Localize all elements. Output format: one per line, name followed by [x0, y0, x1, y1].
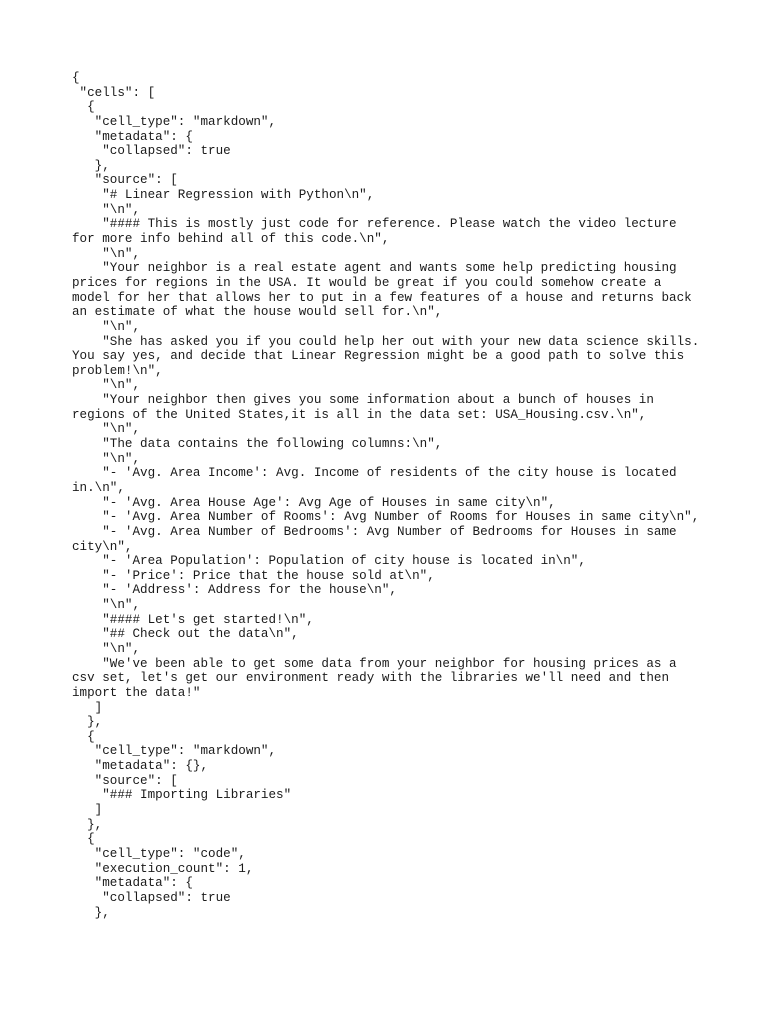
document-line: ]	[72, 803, 103, 818]
document-line: an estimate of what the house would sell for.\n",	[72, 305, 443, 320]
document-line: "\n",	[72, 246, 141, 261]
document-line: "- 'Avg. Area Income': Avg. Income of residents of the city house is located	[72, 466, 677, 481]
document-line: "- 'Price': Price that the house sold at\n",	[72, 568, 435, 583]
document-line: "#### Let's get started!\n",	[72, 612, 314, 627]
notebook-json-document	[72, 71, 702, 920]
document-line: "## Check out the data\n",	[72, 627, 299, 642]
document-line: {	[72, 729, 95, 744]
document-line: You say yes, and decide that Linear Regression might be a good path to solve this	[72, 349, 685, 364]
document-line: {	[72, 832, 95, 847]
document-line: "We've been able to get some data from your neighbor for housing prices as a	[72, 656, 677, 671]
document-line: },	[72, 715, 103, 730]
document-line: "source": [	[72, 173, 178, 188]
document-line: "### Importing Libraries"	[72, 788, 292, 803]
document-line: },	[72, 817, 103, 832]
document-line: "\n",	[72, 202, 141, 217]
document-line: "cell_type": "markdown",	[72, 114, 277, 129]
document-line: "The data contains the following columns:\n",	[72, 437, 443, 452]
document-line: "She has asked you if you could help her out with your new data science skills.	[72, 334, 700, 349]
document-line: "metadata": {	[72, 129, 193, 144]
document-line: "execution_count": 1,	[72, 861, 254, 876]
document-line: "#### This is mostly just code for reference. Please watch the video lecture	[72, 217, 677, 232]
document-line: in.\n",	[72, 480, 125, 495]
document-line: "- 'Address': Address for the house\n",	[72, 583, 397, 598]
document-line: {	[72, 100, 95, 115]
document-line: "# Linear Regression with Python\n",	[72, 188, 375, 203]
document-line: csv set, let's get our environment ready with the libraries we'll need and then	[72, 671, 670, 686]
document-line: "source": [	[72, 773, 178, 788]
document-line: "cell_type": "markdown",	[72, 744, 277, 759]
document-line: prices for regions in the USA. It would be great if you could somehow create a	[72, 275, 662, 290]
document-line: "\n",	[72, 378, 141, 393]
document-line: {	[72, 71, 80, 85]
document-line: "metadata": {	[72, 876, 193, 891]
document-line: "- 'Avg. Area Number of Rooms': Avg Number of Rooms for Houses in same city\n",	[72, 510, 700, 525]
document-line: },	[72, 905, 110, 920]
document-line: ]	[72, 700, 103, 715]
document-line: "\n",	[72, 319, 141, 334]
document-line: "\n",	[72, 641, 141, 656]
document-line: },	[72, 158, 110, 173]
document-line: "Your neighbor is a real estate agent and wants some help predicting housing	[72, 261, 677, 276]
document-line: "collapsed": true	[72, 890, 231, 905]
document-line: city\n",	[72, 539, 133, 554]
document-line: "- 'Avg. Area House Age': Avg Age of Houses in same city\n",	[72, 495, 556, 510]
document-line: problem!\n",	[72, 363, 163, 378]
document-line: "cell_type": "code",	[72, 846, 246, 861]
document-line: "cells": [	[72, 85, 156, 100]
document-line: "\n",	[72, 598, 141, 613]
document-line: "\n",	[72, 451, 141, 466]
document-line: "- 'Avg. Area Number of Bedrooms': Avg Number of Bedrooms for Houses in same	[72, 524, 677, 539]
document-line: "collapsed": true	[72, 144, 231, 159]
document-line: "metadata": {},	[72, 759, 209, 774]
document-line: "Your neighbor then gives you some information about a bunch of houses in	[72, 393, 654, 408]
document-line: for more info behind all of this code.\n",	[72, 232, 390, 247]
document-line: "- 'Area Population': Population of city house is located in\n",	[72, 554, 586, 569]
document-line: import the data!"	[72, 685, 201, 700]
document-line: model for her that allows her to put in a few features of a house and returns back	[72, 290, 692, 305]
document-line: "\n",	[72, 422, 141, 437]
document-line: regions of the United States,it is all in the data set: USA_Housing.csv.\n",	[72, 407, 647, 422]
